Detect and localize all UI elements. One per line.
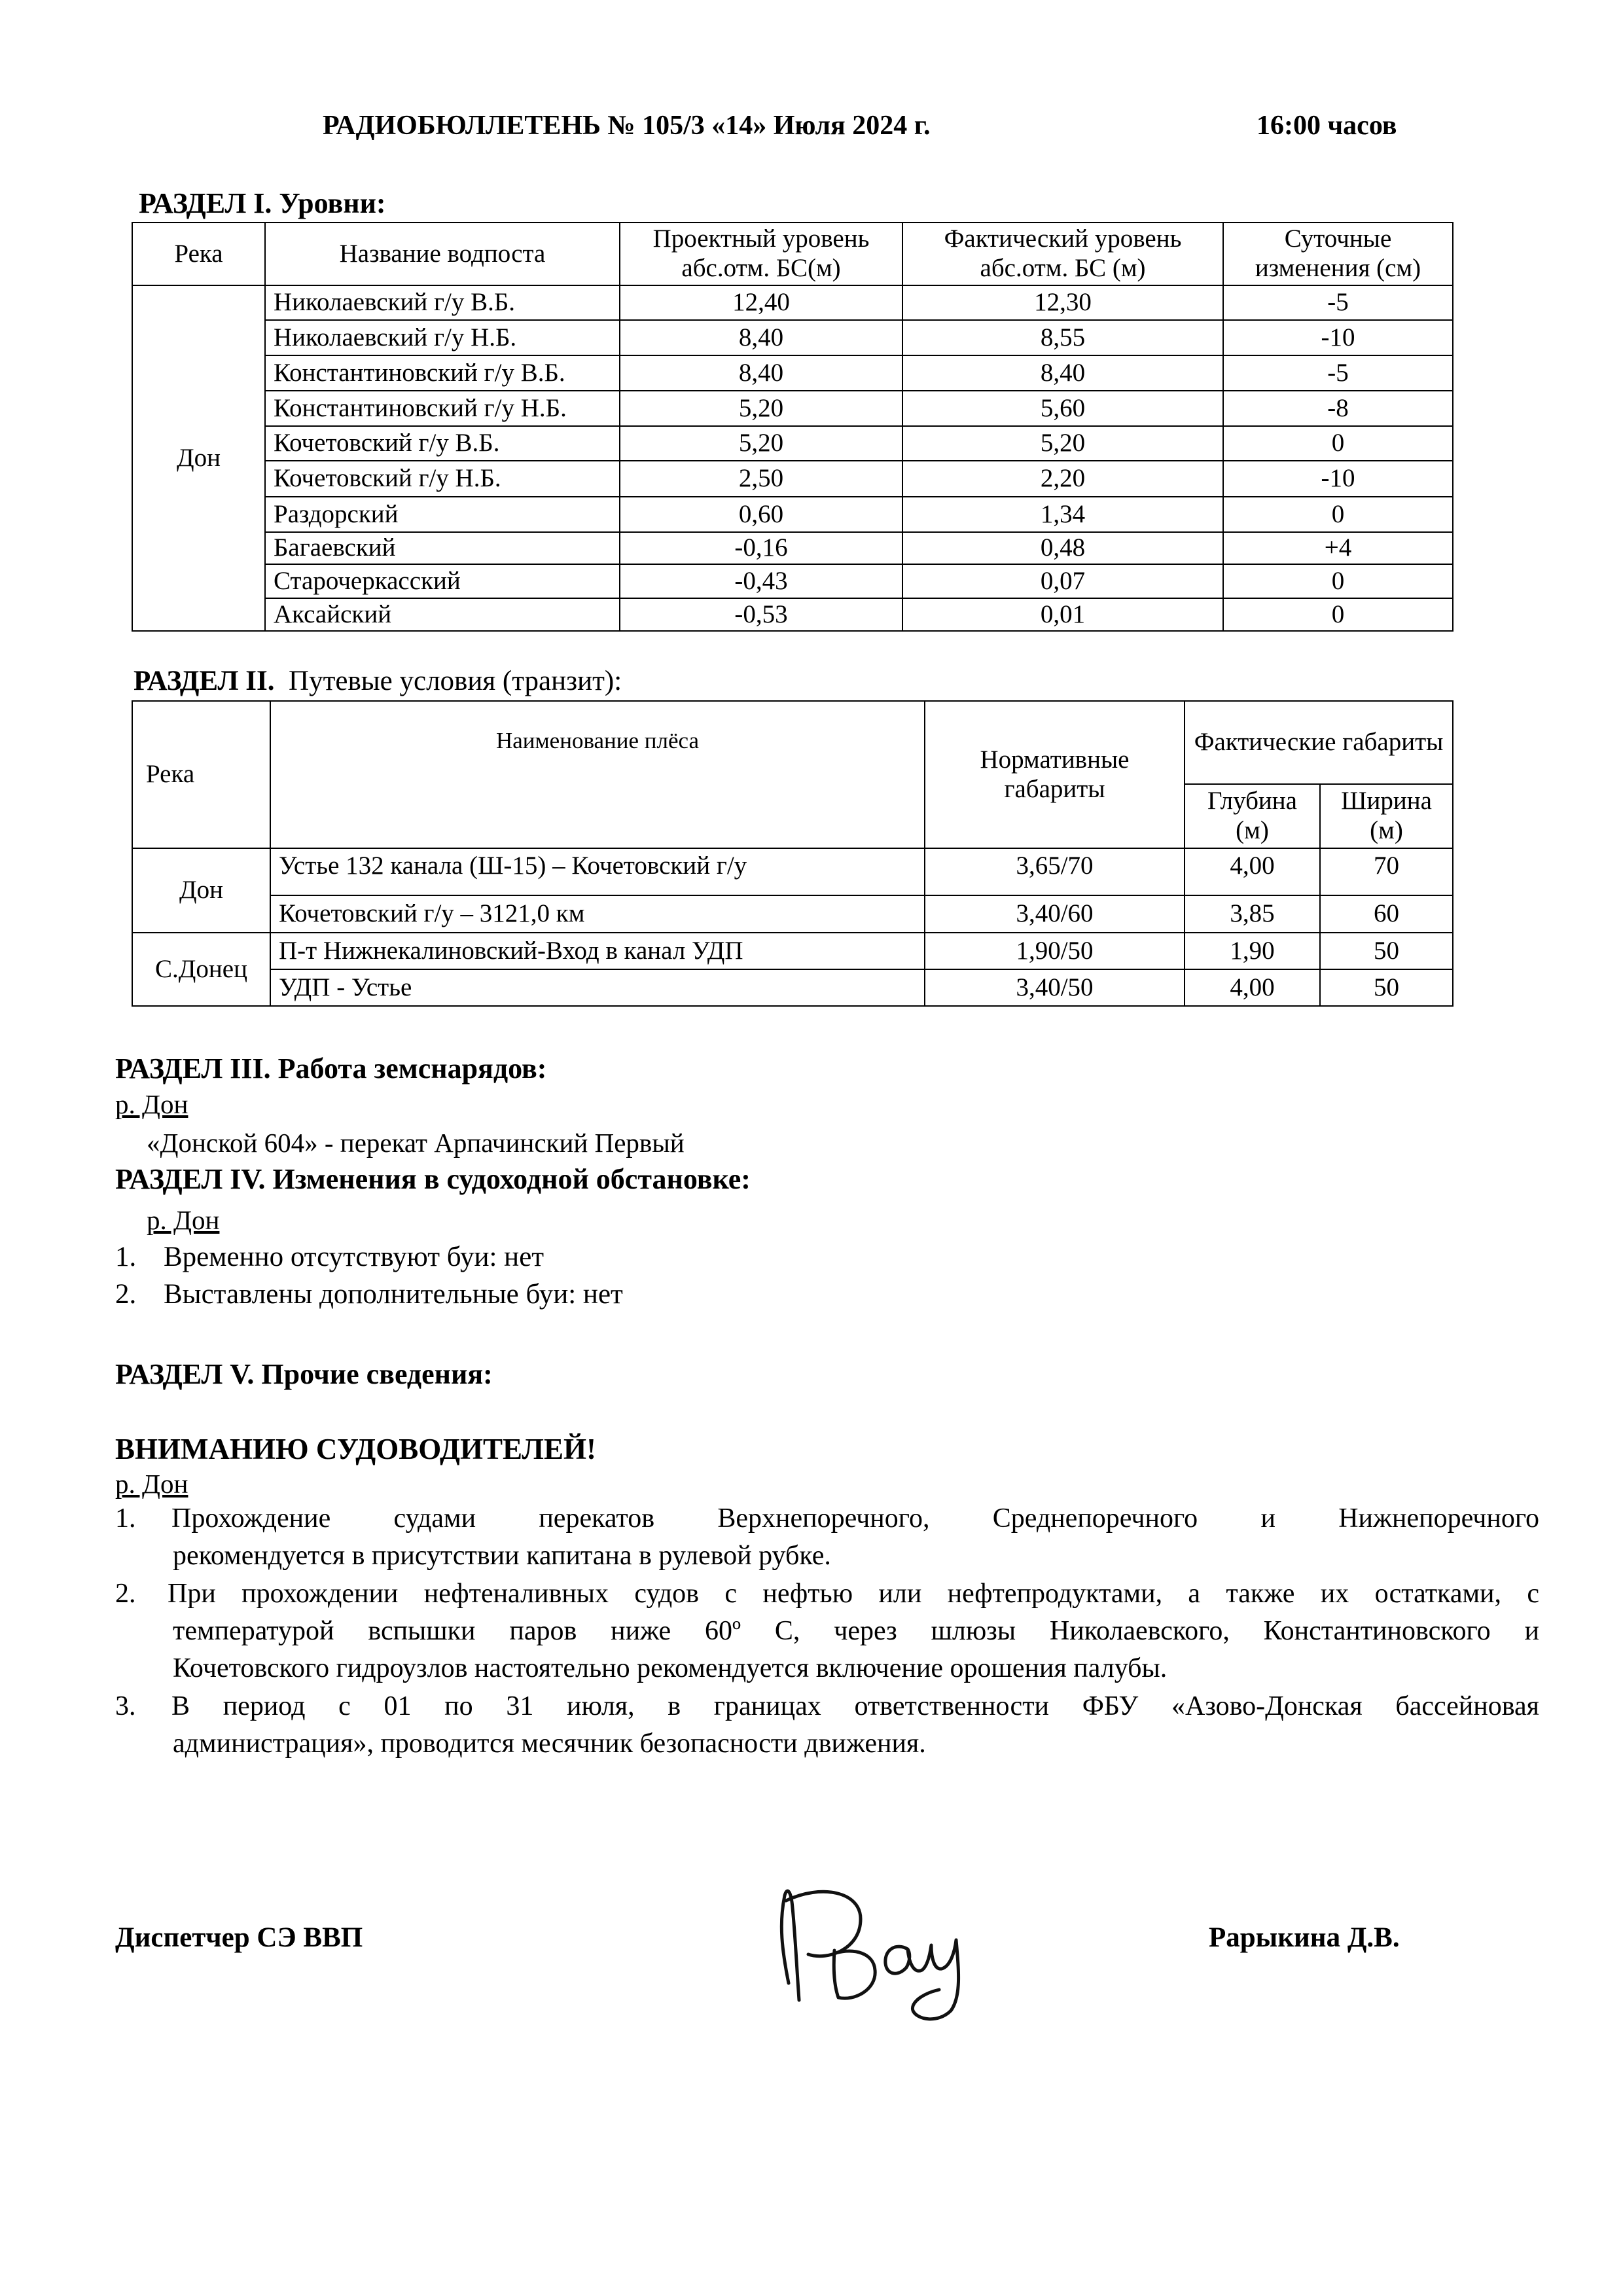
footer-name: Рарыкина Д.В. [1209,1922,1400,1953]
section1-title: РАЗДЕЛ I. Уровни: [139,187,386,219]
levels-actual-cell: 5,20 [902,426,1223,461]
table-row [132,532,1453,564]
section3-river: р. Дон [115,1089,188,1119]
levels-change-cell: +4 [1223,532,1453,564]
levels-design-cell: 8,40 [620,320,902,355]
transit-width-cell: 50 [1320,933,1453,969]
transit-depth-cell: 3,85 [1185,895,1320,933]
levels-design-cell: 12,40 [620,285,902,320]
notice-item-line: Кочетовского гидроузлов настоятельно рекомендуется включение орошения палубы. [173,1653,1168,1683]
levels-design-cell: 2,50 [620,461,902,497]
levels-header-change: Суточные изменения (см) [1223,223,1453,285]
section5-title: РАЗДЕЛ V. Прочие сведения: [115,1358,493,1390]
notice-item-num: 1. [115,1503,136,1534]
levels-design-cell: 0,60 [620,497,902,532]
section4-item-num: 1. [115,1242,137,1272]
notice-item-line: При прохождении нефтеналивных судов с нефтью или нефтепродуктами, а также их остатками, с [168,1579,1539,1609]
notice-item-line: рекомендуется в присутствии капитана в рулевой рубке. [173,1541,831,1571]
section4-river: р. Дон [147,1205,220,1235]
levels-header-river: Река [132,223,265,285]
levels-post-cell: Аксайский [265,598,620,631]
section2-title-label: РАЗДЕЛ II. [134,666,275,696]
transit-reach-cell: УДП - Устье [270,969,925,1006]
levels-post-cell: Кочетовский г/у Н.Б. [265,461,620,497]
levels-design-cell: 5,20 [620,391,902,426]
levels-post-cell: Константиновский г/у Н.Б. [265,391,620,426]
transit-width-cell: 70 [1320,848,1453,895]
table-row [132,933,1453,969]
levels-actual-cell: 5,60 [902,391,1223,426]
levels-change-cell: -10 [1223,461,1453,497]
levels-change-cell: 0 [1223,598,1453,631]
levels-actual-cell: 12,30 [902,285,1223,320]
levels-change-cell: -5 [1223,285,1453,320]
bulletin-time: 16:00 часов [1257,111,1397,141]
transit-normative-cell: 3,40/50 [925,969,1185,1006]
levels-change-cell: 0 [1223,564,1453,598]
levels-actual-cell: 0,07 [902,564,1223,598]
levels-header-design: Проектный уровень абс.отм. БС(м) [620,223,902,285]
section2-title-text: Путевые условия (транзит): [289,666,622,696]
transit-header-row [132,701,1453,784]
table-row [132,969,1453,1006]
levels-header-row [132,223,1453,285]
section4-item-text: Временно отсутствуют буи: нет [164,1242,544,1272]
table-row [132,285,1453,320]
transit-width-cell: 60 [1320,895,1453,933]
notice-river: р. Дон [115,1469,188,1499]
signature-image [762,1872,1018,2022]
transit-reach-cell: Устье 132 канала (Ш-15) – Кочетовский г/у [270,848,925,895]
levels-post-cell: Николаевский г/у Н.Б. [265,320,620,355]
section4-item-2 [115,1278,623,1310]
notice-item-line: температурой вспышки паров ниже 60º С, через шлюзы Николаевского, Константиновского и [173,1616,1539,1646]
levels-actual-cell: 2,20 [902,461,1223,497]
levels-design-cell: -0,43 [620,564,902,598]
levels-design-cell: 8,40 [620,355,902,391]
notice-title: ВНИМАНИЮ СУДОВОДИТЕЛЕЙ! [115,1433,596,1465]
levels-post-cell: Кочетовский г/у В.Б. [265,426,620,461]
bulletin-title: РАДИОБЮЛЛЕТЕНЬ № 105/3 «14» Июля 2024 г. [323,111,931,141]
levels-design-cell: -0,16 [620,532,902,564]
table-row [132,895,1453,933]
transit-river-cell: Дон [132,848,270,933]
table-row [132,598,1453,631]
transit-reach-cell: Кочетовский г/у – 3121,0 км [270,895,925,933]
levels-change-cell: -8 [1223,391,1453,426]
transit-header-depth: Глубина (м) [1185,784,1320,848]
levels-header-actual: Фактический уровень абс.отм. БС (м) [902,223,1223,285]
table-row [132,320,1453,355]
table-row [132,426,1453,461]
transit-header-width: Ширина (м) [1320,784,1453,848]
transit-header-actual: Фактические габариты [1185,701,1453,784]
levels-actual-cell: 8,40 [902,355,1223,391]
notice-item-1 [115,1500,1539,1575]
levels-actual-cell: 1,34 [902,497,1223,532]
section4-item-num: 2. [115,1279,137,1310]
levels-post-cell: Старочеркасский [265,564,620,598]
transit-normative-cell: 1,90/50 [925,933,1185,969]
levels-actual-cell: 0,48 [902,532,1223,564]
transit-depth-cell: 1,90 [1185,933,1320,969]
levels-design-cell: -0,53 [620,598,902,631]
section4-title: РАЗДЕЛ IV. Изменения в судоходной обстановке: [115,1163,751,1195]
section4-item-1 [115,1241,544,1273]
transit-normative-cell: 3,65/70 [925,848,1185,895]
levels-post-cell: Багаевский [265,532,620,564]
transit-width-cell: 50 [1320,969,1453,1006]
levels-change-cell: -5 [1223,355,1453,391]
table-row [132,391,1453,426]
notice-item-num: 3. [115,1691,136,1721]
table-row [132,564,1453,598]
transit-normative-cell: 3,40/60 [925,895,1185,933]
levels-post-cell: Николаевский г/у В.Б. [265,285,620,320]
section3-title: РАЗДЕЛ III. Работа земснарядов: [115,1052,547,1085]
notice-item-line: В период с 01 по 31 июля, в границах ответственности ФБУ «Азово-Донская бассейновая [171,1691,1539,1721]
section4-item-text: Выставлены дополнительные буи: нет [164,1279,623,1310]
notice-item-2 [115,1575,1539,1687]
notice-item-line: Прохождение судами перекатов Верхнепоречного, Среднепоречного и Нижнепоречного [171,1503,1539,1534]
table-row [132,355,1453,391]
transit-depth-cell: 4,00 [1185,969,1320,1006]
section3-dredger-line: «Донской 604» - перекат Арпачинский Первый [147,1128,685,1158]
levels-river-cell: Дон [132,285,265,631]
notice-item-3 [115,1688,1539,1763]
section2-title [134,665,622,697]
levels-actual-cell: 0,01 [902,598,1223,631]
levels-actual-cell: 8,55 [902,320,1223,355]
transit-depth-cell: 4,00 [1185,848,1320,895]
table-row [132,497,1453,532]
transit-table [132,700,1454,1007]
levels-post-cell: Раздорский [265,497,620,532]
footer-position: Диспетчер СЭ ВВП [115,1922,363,1953]
levels-change-cell: -10 [1223,320,1453,355]
levels-header-post: Название водпоста [265,223,620,285]
transit-reach-cell: П-т Нижнекалиновский-Вход в канал УДП [270,933,925,969]
transit-header-river: Река [132,701,270,848]
levels-design-cell: 5,20 [620,426,902,461]
levels-change-cell: 0 [1223,426,1453,461]
transit-header-normative: Нормативные габариты [925,701,1185,848]
transit-header-reach: Наименование плёса [270,701,925,848]
levels-table [132,222,1454,632]
table-row [132,848,1453,895]
table-row [132,461,1453,497]
levels-post-cell: Константиновский г/у В.Б. [265,355,620,391]
notice-item-num: 2. [115,1579,136,1609]
levels-change-cell: 0 [1223,497,1453,532]
transit-river-cell: С.Донец [132,933,270,1006]
notice-item-line: администрация», проводится месячник безопасности движения. [173,1729,926,1759]
